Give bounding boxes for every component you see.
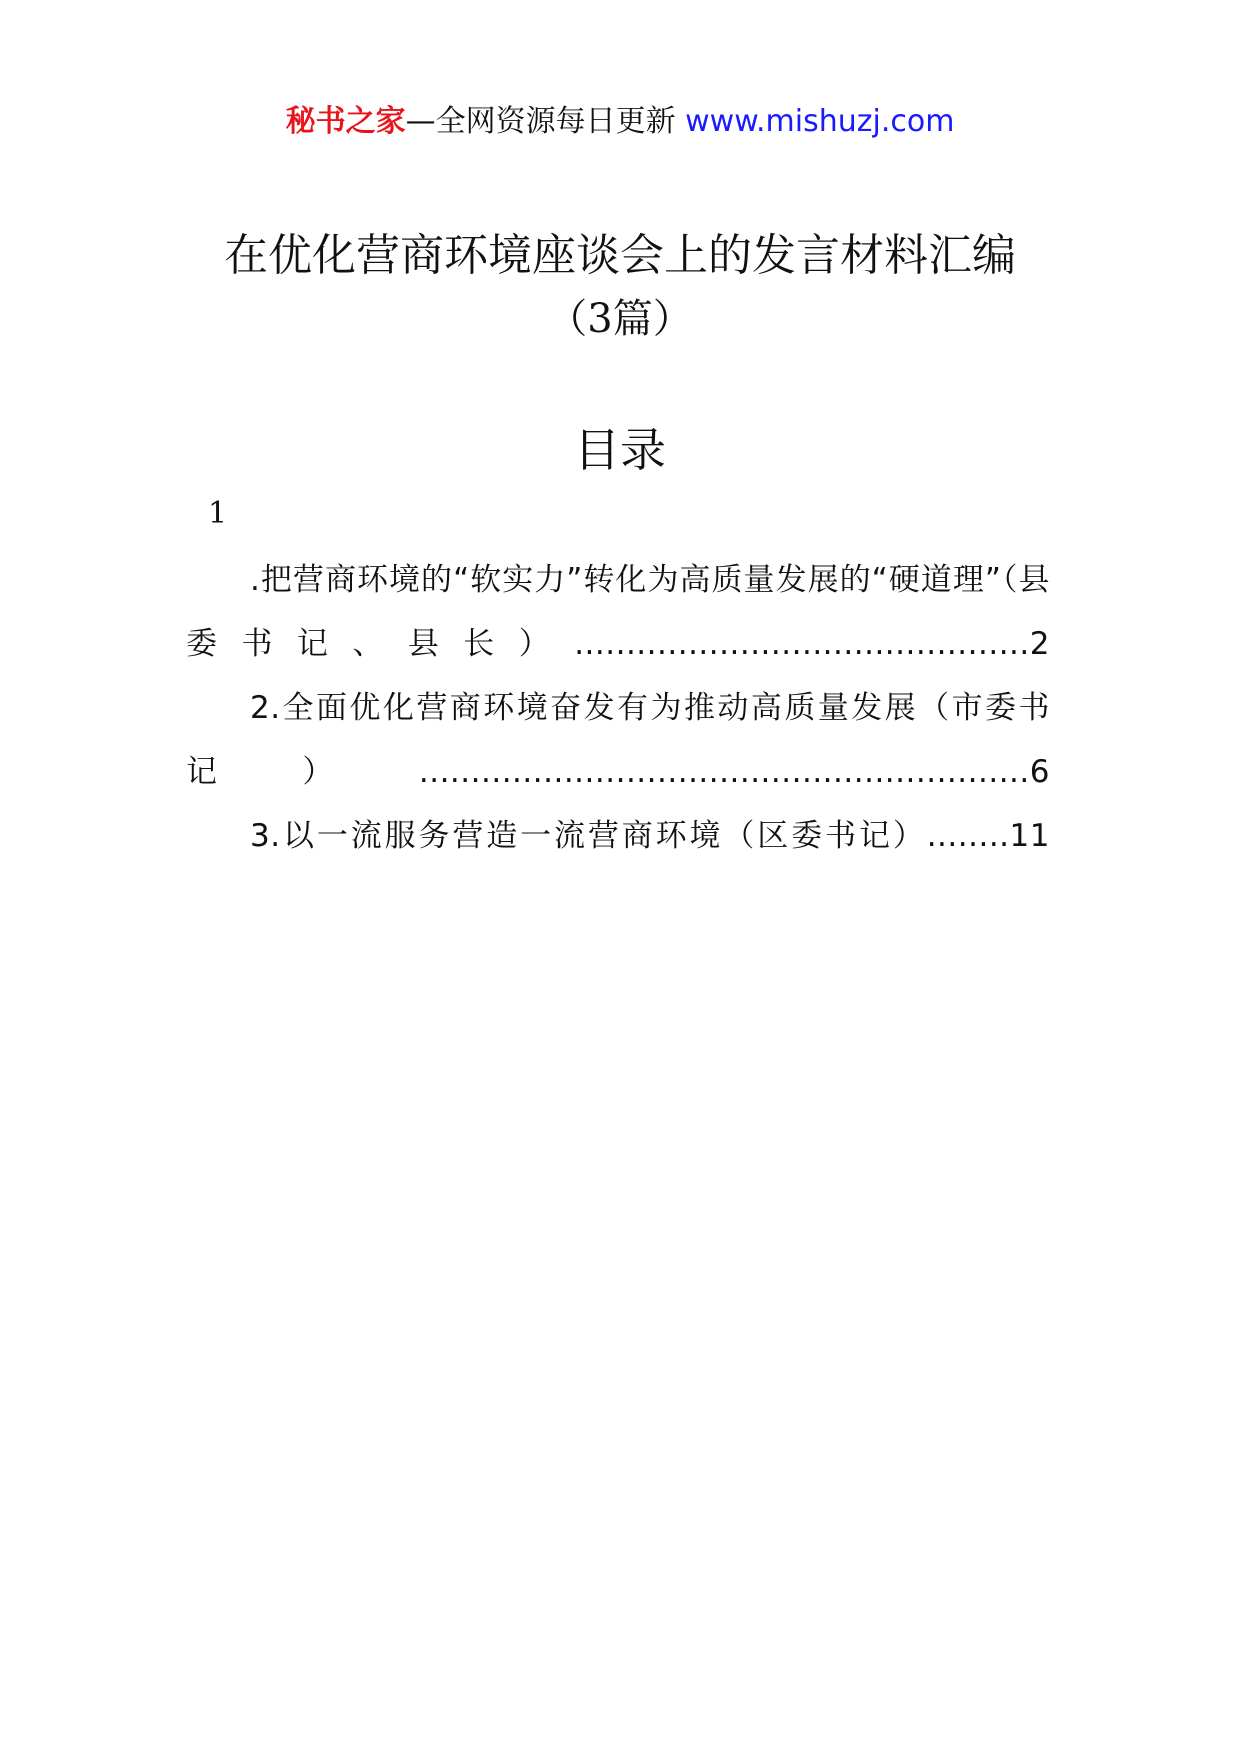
brand-name: 秘书之家: [285, 104, 406, 139]
toc-entry-text: 3.以一流服务营造一流营商环境（区委书记）: [250, 818, 927, 854]
toc-stray-number: 1: [208, 496, 228, 531]
subtitle-open-paren: （: [547, 296, 588, 342]
toc-entry-3[interactable]: [186, 804, 1050, 868]
site-header: [0, 102, 1240, 142]
document-subtitle: [0, 292, 1240, 346]
toc-entry-page: 6: [1029, 754, 1050, 790]
header-tagline: —全网资源每日更新: [405, 104, 686, 139]
document-title: 在优化营商环境座谈会上的发言材料汇编: [224, 230, 1016, 281]
toc-entry-page: 11: [1009, 818, 1050, 854]
toc-entry-page: 2: [1029, 626, 1050, 662]
toc-entry-2[interactable]: [186, 676, 1050, 804]
subtitle-count: 3: [587, 296, 613, 342]
subtitle-unit: 篇: [612, 296, 653, 342]
toc-entry-text: .把营商环境的“软实力”转化为高质量发展的“硬道理”（县委书记、县长）: [186, 562, 1050, 662]
toc-entry-leader: ........: [926, 818, 1010, 854]
site-url-link[interactable]: www.mishuzj.com: [685, 104, 955, 139]
toc-entry-1[interactable]: [186, 548, 1050, 676]
toc-entry-text: 2.全面优化营商环境奋发有为推动高质量发展（市委书记）: [186, 690, 1050, 790]
table-of-contents: [186, 548, 1050, 868]
subtitle-close-paren: ）: [652, 296, 693, 342]
toc-entry-leader: ............................................: [574, 626, 1030, 662]
toc-heading: 目录: [574, 423, 666, 477]
toc-entry-leader: ...........................................................: [418, 754, 1030, 790]
